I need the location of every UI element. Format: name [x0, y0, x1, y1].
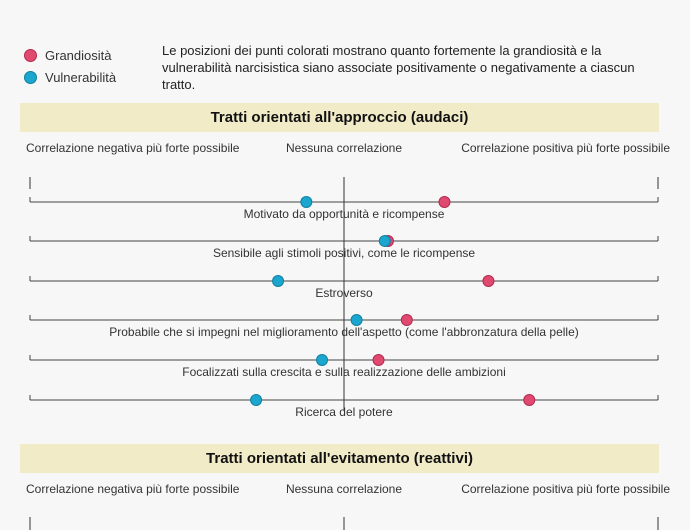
axis-label-positive-2: Correlazione positiva più forte possibile	[461, 482, 670, 496]
legend-label-vulnerability: Vulnerabilità	[45, 69, 117, 85]
vulnerability-point	[379, 236, 390, 247]
vulnerability-point	[317, 355, 328, 366]
axis-label-negative-2: Correlazione negativa più forte possibile	[26, 482, 240, 496]
vulnerability-point	[351, 315, 362, 326]
axis-label-none-2: Nessuna correlazione	[285, 482, 403, 496]
trait-label: Motivato da opportunità e ricompense	[243, 207, 445, 221]
axis-label-negative: Correlazione negativa più forte possibile	[26, 141, 240, 155]
grandiosity-point	[373, 355, 384, 366]
grandiosity-point	[524, 395, 535, 406]
vulnerability-point	[251, 395, 262, 406]
trait-label: Focalizzati sulla crescita e sulla realizzazione delle ambizioni	[182, 365, 506, 379]
grandiosity-point	[483, 276, 494, 287]
legend-label-grandiosity: Grandiosità	[45, 47, 112, 63]
axis-label-none: Nessuna correlazione	[285, 141, 403, 155]
section-header-approach: Tratti orientati all'approccio (audaci)	[20, 103, 659, 132]
axis-labels-avoidance	[0, 482, 690, 498]
grandiosity-point	[401, 315, 412, 326]
trait-label: Probabile che si impegni nel miglioramento dell'aspetto (come l'abbronzatura della pelle)	[109, 325, 579, 339]
trait-label: Ricerca del potere	[295, 405, 393, 419]
vulnerability-point	[301, 197, 312, 208]
trait-label: Estroverso	[315, 286, 373, 300]
axis-label-positive: Correlazione positiva più forte possibile	[461, 141, 670, 155]
grandiosity-point	[439, 197, 450, 208]
section-header-avoidance: Tratti orientati all'evitamento (reattivi)	[20, 444, 659, 473]
chart-description: Le posizioni dei punti colorati mostrano quanto fortemente la grandiosità e la vulnerabilità narcisistica siano associate positivamente o negativamente a ciascun tratto.	[162, 43, 635, 92]
trait-label: Sensibile agli stimoli positivi, come le ricompense	[212, 246, 476, 260]
vulnerability-point	[273, 276, 284, 287]
